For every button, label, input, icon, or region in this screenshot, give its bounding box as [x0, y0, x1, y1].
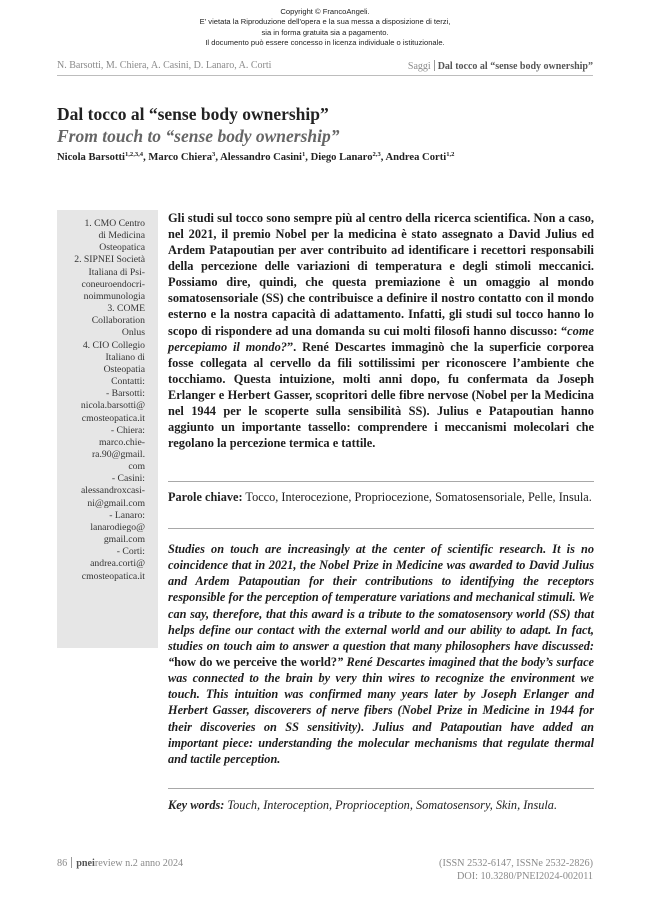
abstract-en-text: ” René Descartes imagined that the body’s surface was connected to the brain by very thin wires to recognize the environment we touch. This intuition was confirmed many years later by Joseph Erlanger and Herbert Gasser, discoverers of nerve fibers (Nobel Prize in Medicine in 1944 for their discoveries on SS sensitivity). Julius and Patapoutian have added an important piece: understanding the molecular mechanisms that regulate thermal and tactile perception. [168, 654, 594, 766]
footer-page-info [57, 857, 183, 869]
running-head-section: Saggi [407, 61, 431, 72]
sidebar-line: cmosteopatica.it [81, 412, 145, 424]
keywords-it-label: Parole chiave: [168, 490, 243, 504]
sidebar-line: 1. CMO Centro [84, 218, 145, 229]
keywords-italian [168, 489, 594, 505]
sidebar-line: 3. COME [107, 303, 145, 315]
running-head-authors: N. Barsotti, M. Chiera, A. Casini, D. Lanaro, A. Corti [57, 60, 272, 71]
sidebar-line: Italiano di [105, 351, 145, 363]
sidebar-line: marco.chie- [99, 436, 145, 448]
author-separator: , [215, 152, 221, 163]
sidebar-line: - Chiera: [110, 424, 145, 436]
issn: (ISSN 2532-6147, ISSNe 2532-2826) [439, 858, 593, 869]
copyright-notice [0, 7, 650, 49]
section-divider [168, 528, 594, 529]
sidebar-line: - Lanaro: [109, 509, 145, 521]
author-byline [57, 151, 454, 163]
abstract-en-question: how do we perceive the world? [174, 654, 337, 669]
author-separator: , [380, 152, 386, 163]
doi: DOI: 10.3280/PNEI2024-002011 [456, 871, 593, 882]
sidebar-line: cmosteopatica.it [81, 570, 145, 582]
header-rule [57, 75, 593, 76]
section-divider [168, 788, 594, 789]
journal-issue: review n.2 anno 2024 [94, 858, 184, 869]
keywords-en-text: Touch, Interoception, Proprioception, Somatosensory, Skin, Insula. [224, 798, 558, 812]
sidebar-line: - Barsotti: [105, 388, 145, 400]
copyright-line: sia in forma gratuita sia a pagamento. [261, 27, 389, 37]
section-divider [168, 481, 594, 482]
affiliations-and-contacts [60, 218, 145, 583]
keywords-it-text: Tocco, Interocezione, Propriocezione, Somatosensoriale, Pelle, Insula. [242, 490, 592, 504]
sidebar-line: coneuroendocri- [81, 278, 145, 290]
sidebar-line: com [128, 461, 145, 473]
abstract-it-question: come percepiamo il mondo? [168, 323, 594, 354]
sidebar-line: nicola.barsotti@ [80, 400, 145, 412]
sidebar-line: gmail.com [103, 534, 145, 546]
copyright-line: Copyright © FrancoAngeli. [280, 7, 370, 16]
sidebar-line: Italiana di Psi- [88, 266, 145, 278]
sidebar-line: 2. SIPNEI Società [74, 254, 145, 266]
sidebar-line: Contatti: [111, 376, 145, 388]
sidebar-line: Osteopatia [103, 363, 145, 375]
author-name: Diego Lanaro [310, 152, 373, 163]
running-head-divider [434, 60, 435, 71]
sidebar-line: andrea.corti@ [90, 558, 145, 570]
sidebar-line: Onlus [121, 327, 145, 339]
keywords-english [168, 797, 594, 813]
author-name: Marco Chiera [148, 152, 213, 163]
footer-divider [71, 857, 72, 868]
article-title-english: From touch to “sense body ownership” [57, 126, 340, 146]
sidebar-line: noimmunologia [83, 290, 145, 302]
sidebar-line: - Corti: [116, 546, 145, 558]
journal-brand: pnei [76, 858, 95, 869]
author-name: Andrea Corti [385, 152, 447, 163]
copyright-line: Il documento può essere concesso in licenza individuale o istituzionale. [205, 38, 445, 48]
keywords-en-label: Key words: [168, 798, 225, 812]
sidebar-line: Osteopatica [99, 242, 145, 254]
author-affiliation: 2,3 [372, 151, 381, 158]
author-name: Nicola Barsotti [57, 152, 125, 163]
author-name: Alessandro Casini [220, 152, 302, 163]
author-affiliation: 1 [302, 151, 306, 158]
abstract-english [168, 541, 594, 767]
abstract-it-text: ”. René Descartes immaginò che la superficie corporea fosse collegata al cervello da fili sottilissimi per riconoscere l’ambiente che tocchiamo. Questa intuizione, molti anni dopo, fu confermata da Joseph Erlanger e Herbert Gasser, scopritori delle fibre nervose (Nobel per la Medicina nel 1944 per le scoperte sulla sensibilità SS). Julius e Patapoutian hanno aggiunto un importante tassello: comprendere i meccanismi molecolari che regolano la percezione termica e tattile. [168, 339, 595, 451]
running-head-title: Dal tocco al “sense body ownership” [437, 61, 593, 72]
sidebar-line: Collaboration [91, 315, 145, 327]
journal-name [76, 858, 183, 869]
sidebar-line: lanarodiego@ [90, 521, 145, 533]
abstract-italian [168, 210, 594, 451]
running-head-right [408, 60, 593, 72]
page-number: 86 [57, 858, 68, 869]
sidebar-line: - Casini: [111, 473, 145, 485]
sidebar-line: ni@gmail.com [87, 497, 145, 509]
sidebar-line: alessandroxcasi- [80, 485, 145, 497]
article-title-italian: Dal tocco al “sense body ownership” [57, 104, 329, 124]
author-affiliation: 1,2 [446, 151, 455, 158]
author-affiliation: 1,2,3,4 [124, 151, 144, 158]
footer-identifiers [439, 857, 593, 883]
abstract-it-text: Gli studi sul tocco sono sempre più al centro della ricerca scientifica. Non a caso, nel 2021, il premio Nobel per la medicina è stato assegnato a David Julius ed Ardem Patapoutian per aver contribuito ad identificare i recettori responsabili della percezione delle variazioni di temperatura e degli stimoli meccanici. Possiamo dire, quindi, che questa premiazione è un omaggio al mondo somatosensoriale (SS) che contribuisce a definire il nostro contatto con il mondo esterno e la nostra capacità di adattamento. Infatti, gli studi sul tocco hanno lo scopo di rispondere ad una domanda su cui molti filosofi hanno discusso: “ [168, 211, 594, 338]
copyright-line: E' vietata la Riproduzione dell'opera e la sua messa a disposizione di terzi, [199, 17, 451, 27]
sidebar-line: 4. CIO Collegio [82, 339, 145, 351]
author-affiliation: 3 [212, 151, 216, 158]
author-separator: , [143, 152, 149, 163]
author-separator: , [305, 152, 311, 163]
sidebar-line: di Medicina [98, 230, 145, 242]
sidebar-line: ra.90@gmail. [91, 448, 145, 460]
abstract-en-text: Studies on touch are increasingly at the center of scientific research. It is no coincidence that in 2021, the Nobel Prize in Medicine was awarded to David Julius and Ardem Patapoutian for their contributions to identifying the receptors responsible for the perception of temperature variations and mechanical stimuli. We can say, therefore, that this award is a tribute to the somatosensory world (SS) that helps define our contact with the external world and our ability to adapt. In fact, studies on touch aim to answer a question that many philosophers have discussed: “ [168, 542, 594, 669]
